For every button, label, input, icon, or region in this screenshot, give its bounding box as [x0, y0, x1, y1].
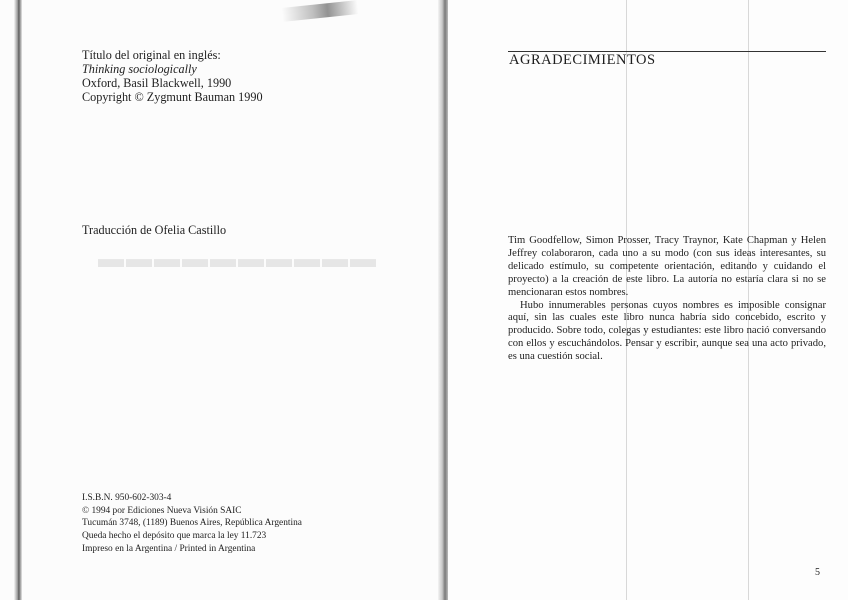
translator-credit: Traducción de Ofelia Castillo	[82, 223, 227, 237]
credit-line: Título del original en inglés:	[82, 48, 221, 62]
original-title-credits	[82, 48, 263, 104]
credit-line: Oxford, Basil Blackwell, 1990	[82, 76, 232, 90]
scan-smudge	[281, 0, 358, 22]
page-number: 5	[815, 567, 820, 578]
imprint-line: © 1994 por Ediciones Nueva Visión SAIC	[82, 505, 242, 516]
imprint-line: Queda hecho el depósito que marca la ley 11.723	[82, 531, 267, 542]
paragraph: Tim Goodfellow, Simon Prosser, Tracy Traynor, Kate Chapman y Helen Jeffrey colaboraron, cada uno a su modo (con sus ideas interesantes, su delicado estímulo, su competente orientación, editando y cuidando el proyecto) a la creación de este libro. La autoría no estaría clara si no se mencionaran estos nombres.	[508, 235, 826, 298]
bleed-through-shadow: ▬▬▬▬▬▬▬▬▬▬	[98, 244, 378, 273]
credit-line: Copyright © Zygmunt Bauman 1990	[82, 90, 263, 104]
imprint-line: Tucumán 3748, (1189) Buenos Aires, República Argentina	[82, 518, 302, 529]
imprint-line: Impreso en la Argentina / Printed in Argentina	[82, 543, 256, 554]
section-title: AGRADECIMIENTOS	[509, 52, 656, 68]
credit-line-original-title: Thinking sociologically	[82, 62, 197, 76]
paragraph: Hubo innumerables personas cuyos nombres es imposible consignar aquí, sin las cuales este libro nunca habría sido concebido, escrito y producido. Sobre todo, colegas y estudiantes: este libro nació conversando con ellos y escuchándolos. Pensar y escribir, aunque sea una acto privado, es una cuestión social.	[508, 299, 826, 363]
imprint-line: I.S.B.N. 950-602-303-4	[82, 493, 172, 503]
binding-edge	[14, 0, 22, 600]
imprint-block	[82, 492, 302, 556]
acknowledgements-text	[508, 235, 826, 364]
